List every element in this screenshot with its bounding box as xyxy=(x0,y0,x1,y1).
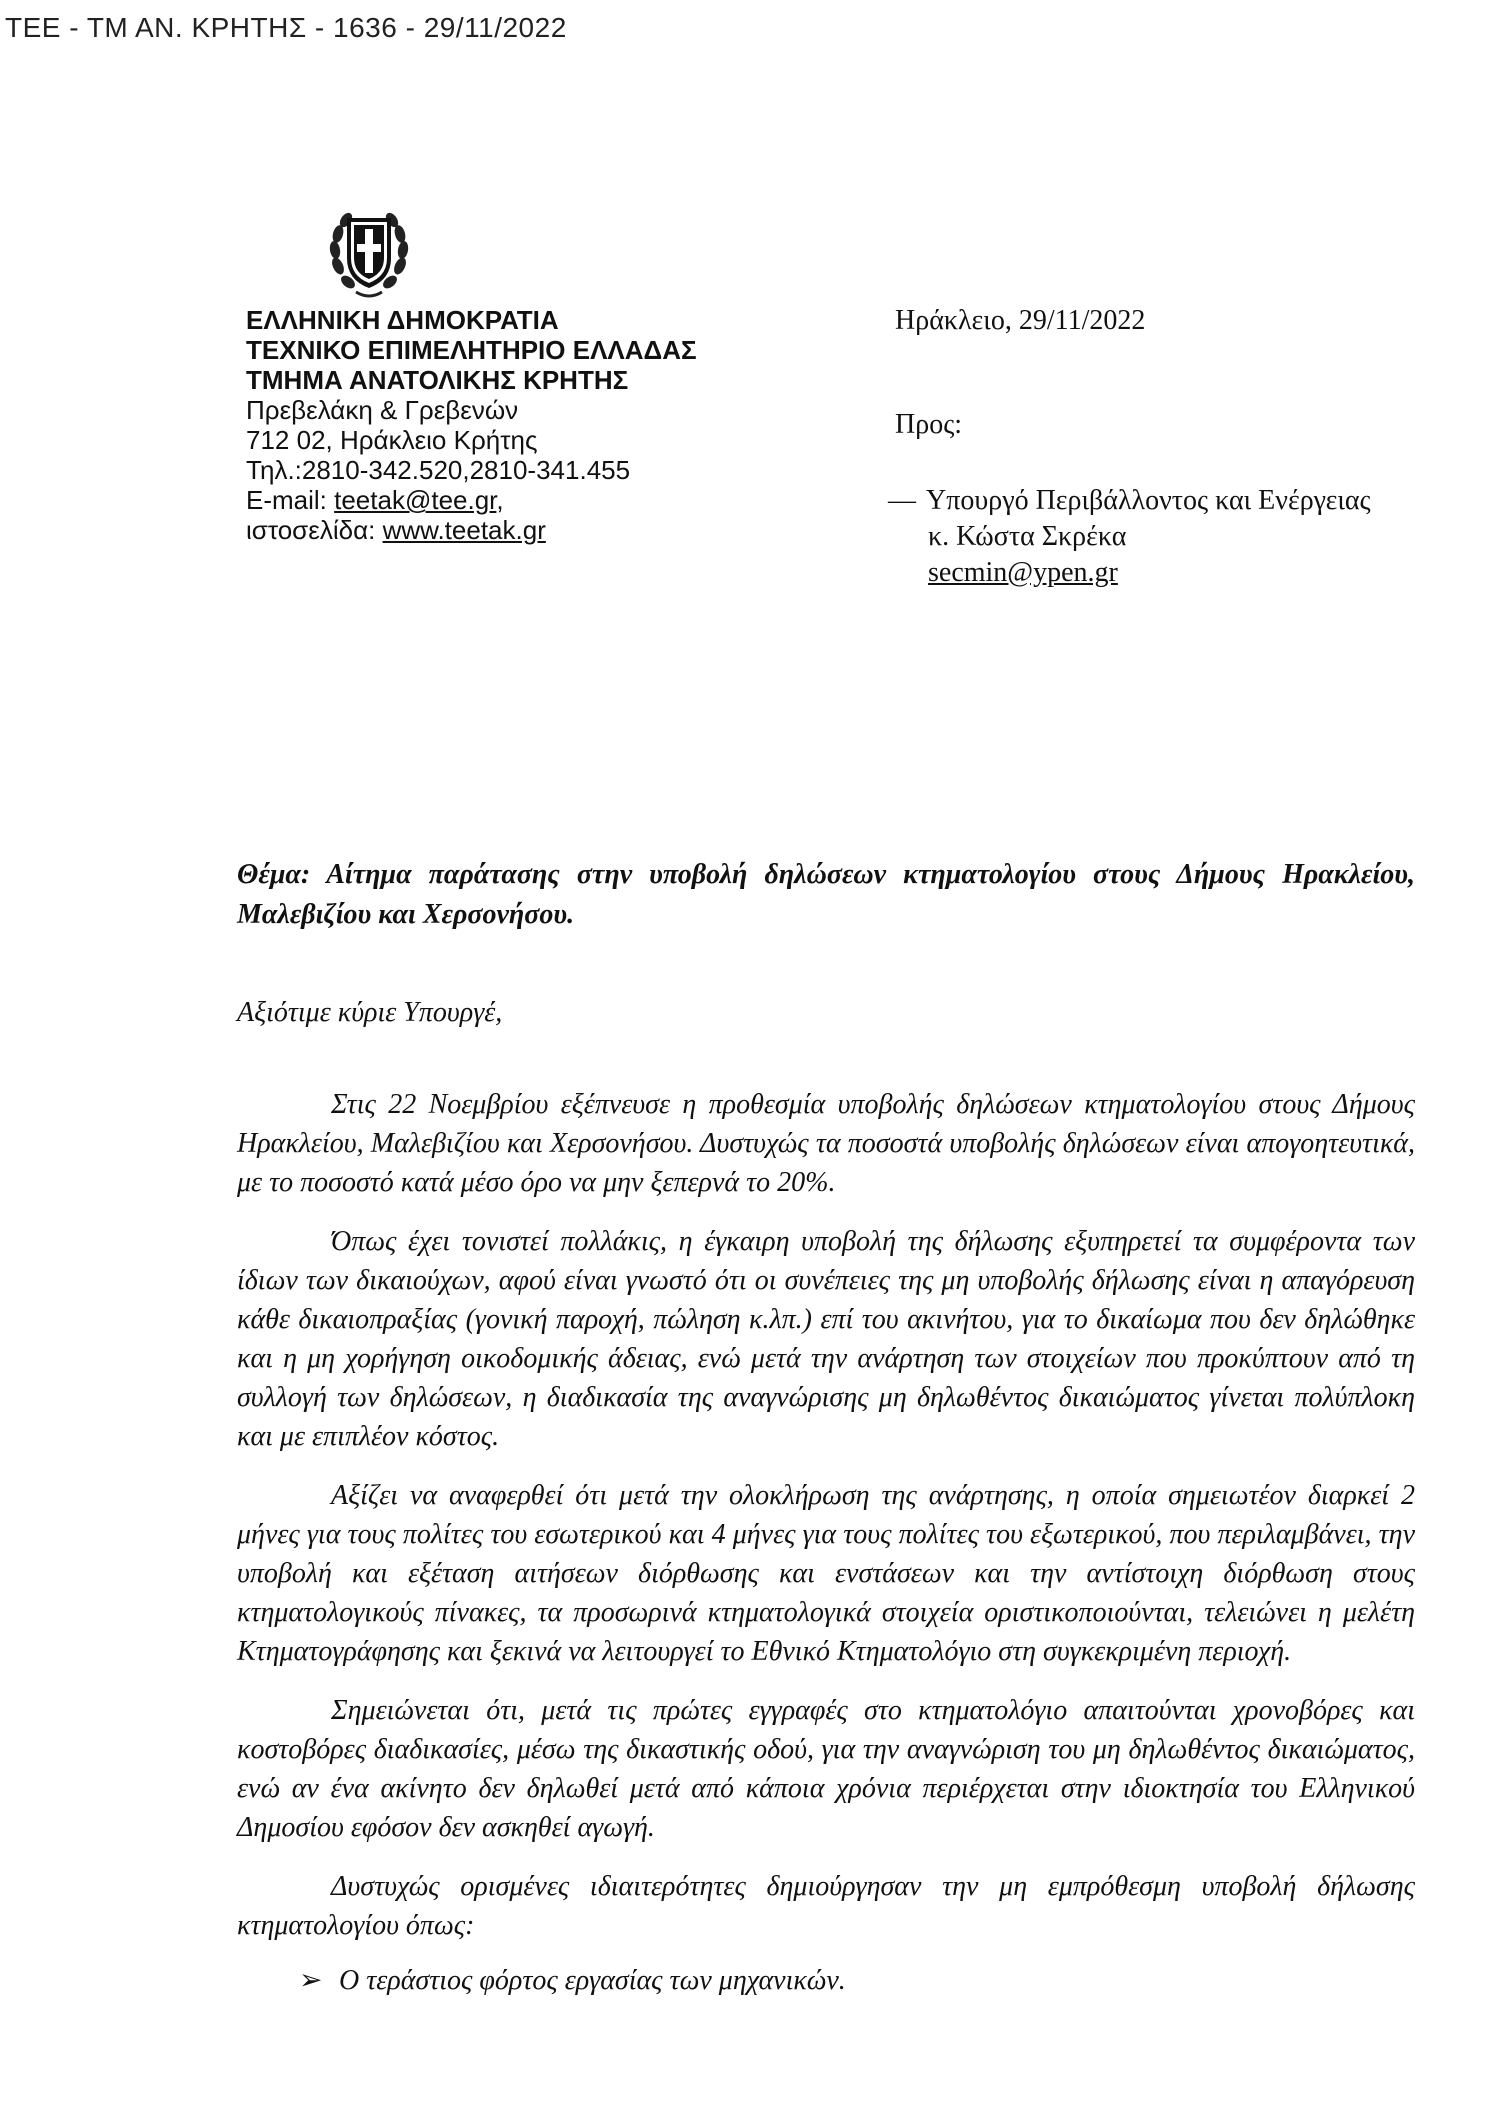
recipient-title: Υπουργό Περιβάλλοντος και Ενέργειας xyxy=(926,485,1371,516)
sender-street: Πρεβελάκη & Γρεβενών xyxy=(246,395,519,425)
sender-country: ΕΛΛΗΝΙΚΗ ΔΗΜΟΚΡΑΤΙΑ xyxy=(246,305,559,335)
sender-department: ΤΜΗΜΑ ΑΝΑΤΟΛΙΚΗΣ ΚΡΗΤΗΣ xyxy=(246,365,629,395)
sender-website-label: ιστοσελίδα: xyxy=(246,515,383,545)
sender-website-link[interactable]: www.teetak.gr xyxy=(382,515,546,545)
sender-phone: Τηλ.:2810-342.520,2810-341.455 xyxy=(246,455,631,485)
hellenic-republic-coat-of-arms-icon xyxy=(328,206,410,302)
body-paragraph: Στις 22 Νοεμβρίου εξέπνευσε η προθεσμία υποβολής δηλώσεων κτηματολογίου στους Δήμους Ηρακλείου, Μαλεβιζίου και Χερσονήσου. Δυστυχώς τα ποσοστά υποβολής δηλώσεων είναι απογοητευτικά, με το ποσοστό κατά μέσο όρο να μην ξεπερνά το 20%. xyxy=(237,1089,1415,1198)
sender-email-suffix: , xyxy=(496,485,504,515)
recipient-email-link[interactable]: secmin@ypen.gr xyxy=(928,557,1118,588)
letter-body xyxy=(237,1085,1415,2020)
body-paragraph: Σημειώνεται ότι, μετά τις πρώτες εγγραφές στο κτηματολόγιο απαιτούνται χρονοβόρες και κοστοβόρες διαδικασίες, μέσω της δικαστικής οδού, για την αναγνώριση του μη δηλωθέντος δικαιώματος, ενώ αν ένα ακίνητο δεν δηλωθεί μετά από κάποια χρόνια περιέρχεται στην ιδιοκτησία του Ελληνικού Δημοσίου εφόσον δεν ασκηθεί αγωγή. xyxy=(237,1695,1415,1843)
sender-email-line xyxy=(246,485,697,515)
letter-date: Ηράκλειο, 29/11/2022 xyxy=(895,305,1146,336)
list-item xyxy=(237,1961,1415,2000)
body-paragraph: Όπως έχει τονιστεί πολλάκις, η έγκαιρη υποβολή της δήλωσης εξυπηρετεί τα συμφέροντα των ίδιων των δικαιούχων, αφού είναι γνωστό ότι οι συνέπειες της μη υποβολής δήλωσης είναι η απαγόρευση κάθε δικαιοπραξίας (γονική παροχή, πώληση κ.λπ.) επί του ακινήτου, για το δικαίωμα που δεν δηλώθηκε και η μη χορήγηση οικοδομικής άδειας, ενώ μετά την ανάρτηση των στοιχείων που προκύπτουν από τη συλλογή των δηλώσεων, η διαδικασία της αναγνώρισης μη δηλωθέντος δικαιώματος γίνεται πολύπλοκη και με επιπλέον κόστος. xyxy=(237,1226,1415,1452)
recipient-title-line xyxy=(888,485,1371,516)
sender-email-label: E-mail: xyxy=(246,485,335,515)
body-paragraph: Δυστυχώς ορισμένες ιδιαιτερότητες δημιούργησαν την μη εμπρόθεσμη υποβολή δήλωσης κτηματολογίου όπως: xyxy=(237,1871,1415,1941)
salutation: Αξιότιμε κύριε Υπουργέ, xyxy=(237,997,503,1028)
registry-stamp: TEE - TM AN. ΚΡΗΤΗΣ - 1636 - 29/11/2022 xyxy=(5,12,567,43)
sender-email-link[interactable]: teetak@tee.gr xyxy=(334,485,497,515)
list-item-text: Ο τεράστιος φόρτος εργασίας των μηχανικών. xyxy=(339,1965,846,1996)
sender-block xyxy=(246,305,697,545)
recipient-dash: — xyxy=(888,485,916,516)
sender-postal: 712 02, Ηράκλειο Κρήτης xyxy=(246,425,538,455)
recipient-block xyxy=(888,483,1371,591)
body-paragraph: Αξίζει να αναφερθεί ότι μετά την ολοκλήρωση της ανάρτησης, η οποία σημειωτέον διαρκεί 2 μήνες για τους πολίτες του εσωτερικού και 4 μήνες για τους πολίτες του εξωτερικού, που περιλαμβάνει, την υποβολή και εξέταση αιτήσεων διόρθωσης και ενστάσεων και την αντίστοιχη διόρθωση στους κτηματολογικούς πίνακες, τα προσωρινά κτηματολογικά στοιχεία οριστικοποιούνται, τελειώνει η μελέτη Κτηματογράφησης και ξεκινά να λειτουργεί το Εθνικό Κτηματολόγιο στη συγκεκριμένη περιοχή. xyxy=(237,1480,1415,1667)
recipient-label: Προς: xyxy=(895,409,963,440)
recipient-name: κ. Κώστα Σκρέκα xyxy=(928,521,1127,552)
letter-subject: Θέμα: Αίτημα παράτασης στην υποβολή δηλώσεων κτηματολογίου στους Δήμους Ηρακλείου, Μαλεβιζίου και Χερσονήσου. xyxy=(237,859,1415,930)
arrow-bullet-icon: ➢ xyxy=(299,1965,323,1996)
sender-organization: ΤΕΧΝΙΚΟ ΕΠΙΜΕΛΗΤΗΡΙΟ ΕΛΛΑΔΑΣ xyxy=(246,335,697,365)
sender-website-line xyxy=(246,515,697,545)
